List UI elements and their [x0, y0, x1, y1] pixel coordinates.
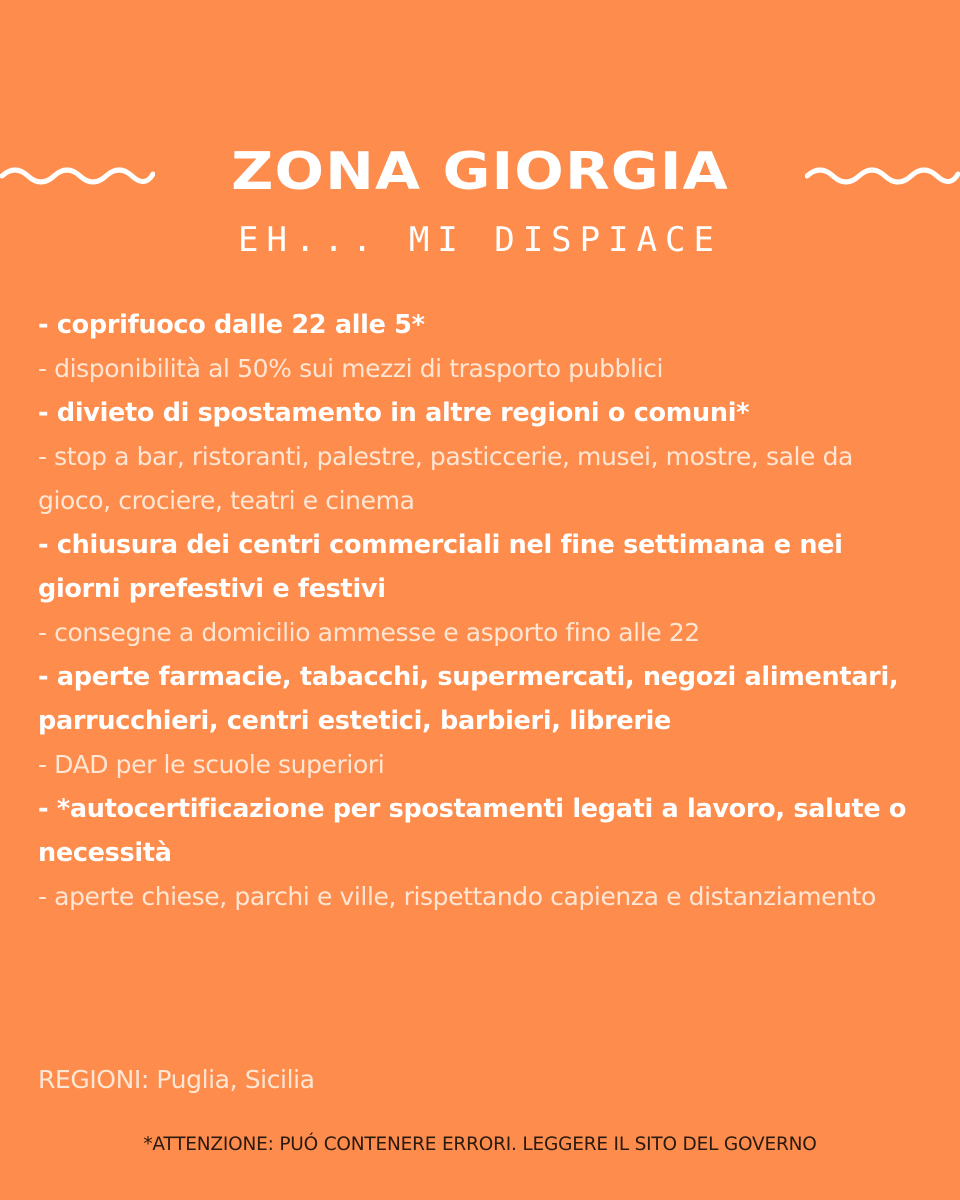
- disclaimer-footer: *ATTENZIONE: PUÓ CONTENERE ERRORI. LEGGERE IL SITO DEL GOVERNO: [143, 1134, 817, 1155]
- list-item: - coprifuoco dalle 22 alle 5*: [38, 310, 425, 340]
- list-item: - disponibilità al 50% sui mezzi di trasporto pubblici: [38, 354, 664, 383]
- rules-list: [38, 303, 918, 919]
- wave-decoration-right: [805, 162, 960, 190]
- wave-decoration-left: [0, 162, 155, 190]
- list-item: - *autocertificazione per spostamenti legati a lavoro, salute o necessità: [38, 794, 907, 868]
- regions-label: REGIONI: Puglia, Sicilia: [38, 1065, 315, 1094]
- list-item: - aperte farmacie, tabacchi, supermercati, negozi alimentari, parrucchieri, centri estetici, barbieri, librerie: [38, 662, 899, 736]
- list-item: - chiusura dei centri commerciali nel fine settimana e nei giorni prefestivi e festivi: [38, 530, 843, 604]
- list-item: - divieto di spostamento in altre regioni o comuni*: [38, 398, 750, 428]
- list-item: - DAD per le scuole superiori: [38, 750, 385, 779]
- page-title: ZONA GIORGIA: [231, 142, 729, 202]
- list-item: - aperte chiese, parchi e ville, rispettando capienza e distanziamento: [38, 882, 876, 911]
- page-subtitle: EH... MI DISPIACE: [238, 220, 722, 260]
- header: [0, 140, 960, 210]
- list-item: - consegne a domicilio ammesse e asporto fino alle 22: [38, 618, 700, 647]
- list-item: - stop a bar, ristoranti, palestre, pasticcerie, musei, mostre, sale da gioco, crociere, teatri e cinema: [38, 442, 853, 515]
